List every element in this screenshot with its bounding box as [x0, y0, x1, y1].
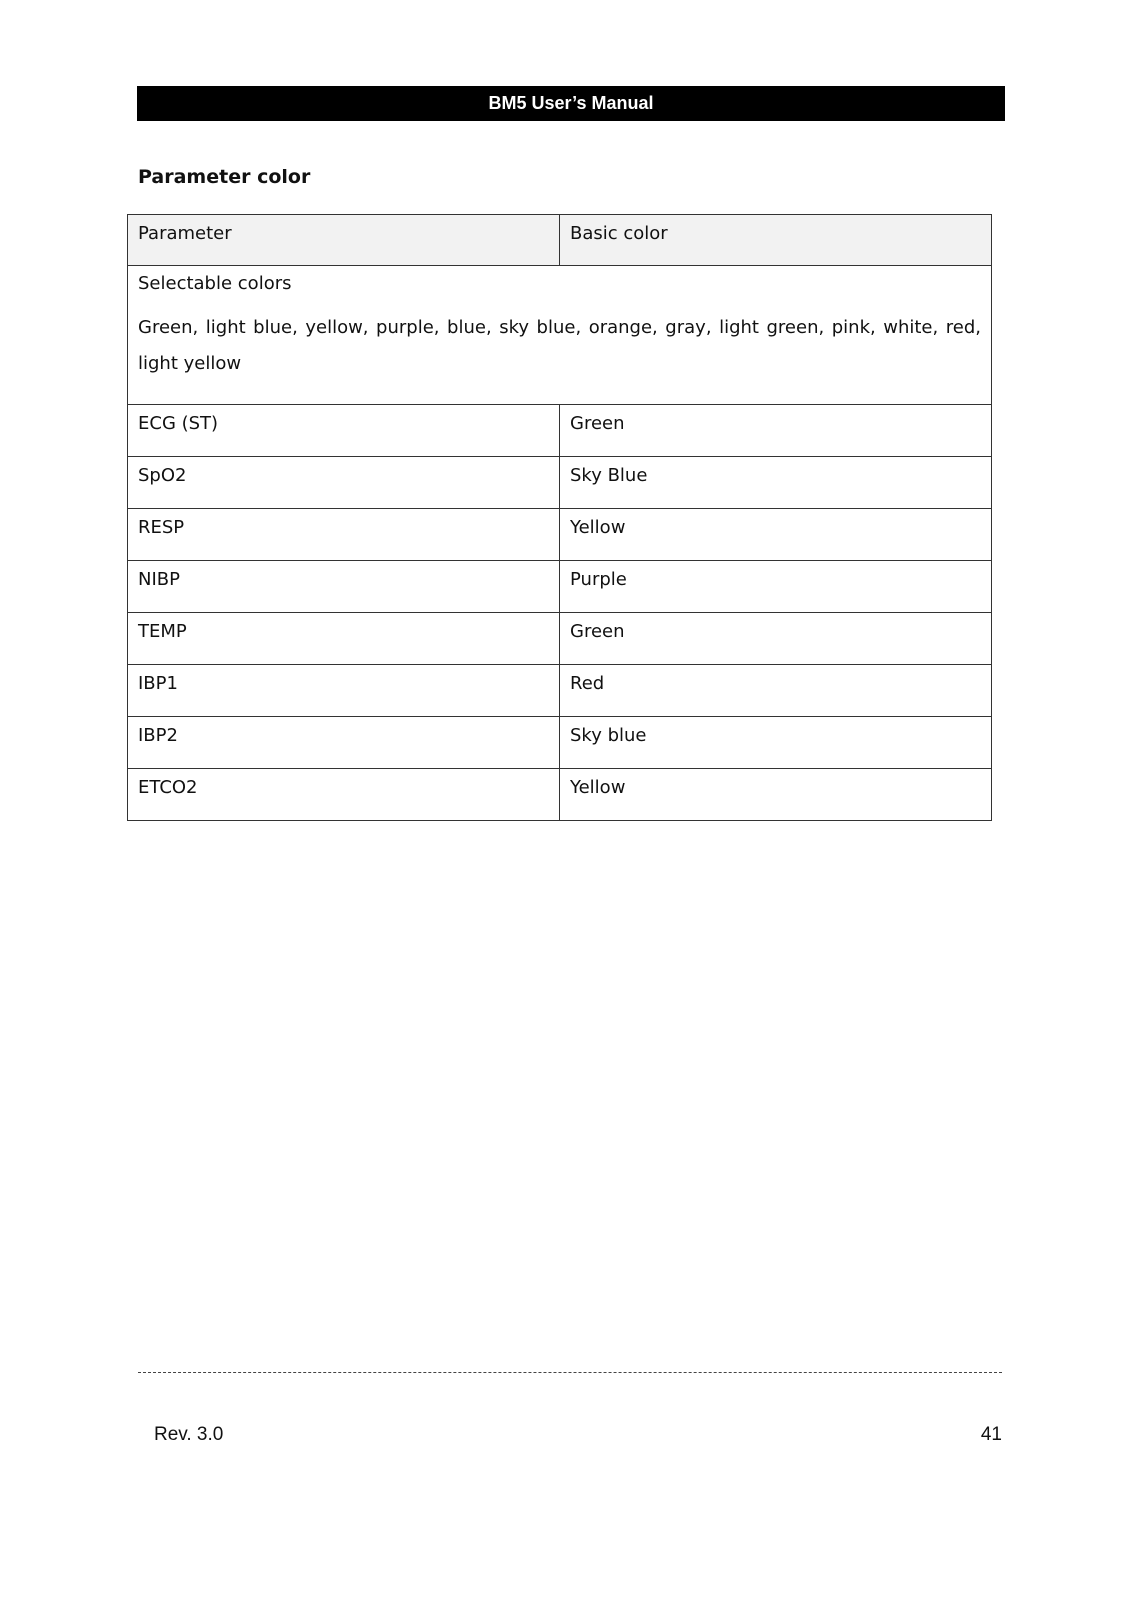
table-row — [128, 613, 992, 665]
manual-header-bar: BM5 User’s Manual — [137, 86, 1005, 121]
parameter-cell: RESP — [128, 509, 560, 561]
table-row — [128, 509, 992, 561]
selectable-colors-cell — [128, 266, 992, 405]
footer-page-number: 41 — [980, 1424, 1002, 1445]
section-title: Parameter color — [138, 166, 311, 188]
table-row — [128, 561, 992, 613]
color-cell: Green — [560, 613, 992, 665]
parameter-color-table — [127, 214, 992, 821]
table-header-row — [128, 215, 992, 266]
parameter-cell: IBP1 — [128, 665, 560, 717]
color-cell: Yellow — [560, 509, 992, 561]
parameter-cell: ETCO2 — [128, 769, 560, 821]
selectable-colors-row — [128, 266, 992, 405]
color-cell: Green — [560, 405, 992, 457]
table-row — [128, 457, 992, 509]
parameter-cell: IBP2 — [128, 717, 560, 769]
column-header-basic-color: Basic color — [560, 215, 992, 266]
footer-divider — [138, 1372, 1002, 1373]
parameter-cell: SpO2 — [128, 457, 560, 509]
table-row — [128, 717, 992, 769]
table-row — [128, 769, 992, 821]
footer-revision: Rev. 3.0 — [154, 1424, 224, 1445]
parameter-cell: ECG (ST) — [128, 405, 560, 457]
parameter-cell: TEMP — [128, 613, 560, 665]
table-row — [128, 665, 992, 717]
color-cell: Sky Blue — [560, 457, 992, 509]
table-row — [128, 405, 992, 457]
column-header-parameter: Parameter — [128, 215, 560, 266]
selectable-colors-list: Green, light blue, yellow, purple, blue, sky blue, orange, gray, light green, pink, white, red, light yellow — [138, 317, 981, 374]
color-cell: Yellow — [560, 769, 992, 821]
selectable-colors-title: Selectable colors — [138, 273, 292, 294]
parameter-cell: NIBP — [128, 561, 560, 613]
color-cell: Red — [560, 665, 992, 717]
color-cell: Sky blue — [560, 717, 992, 769]
color-cell: Purple — [560, 561, 992, 613]
